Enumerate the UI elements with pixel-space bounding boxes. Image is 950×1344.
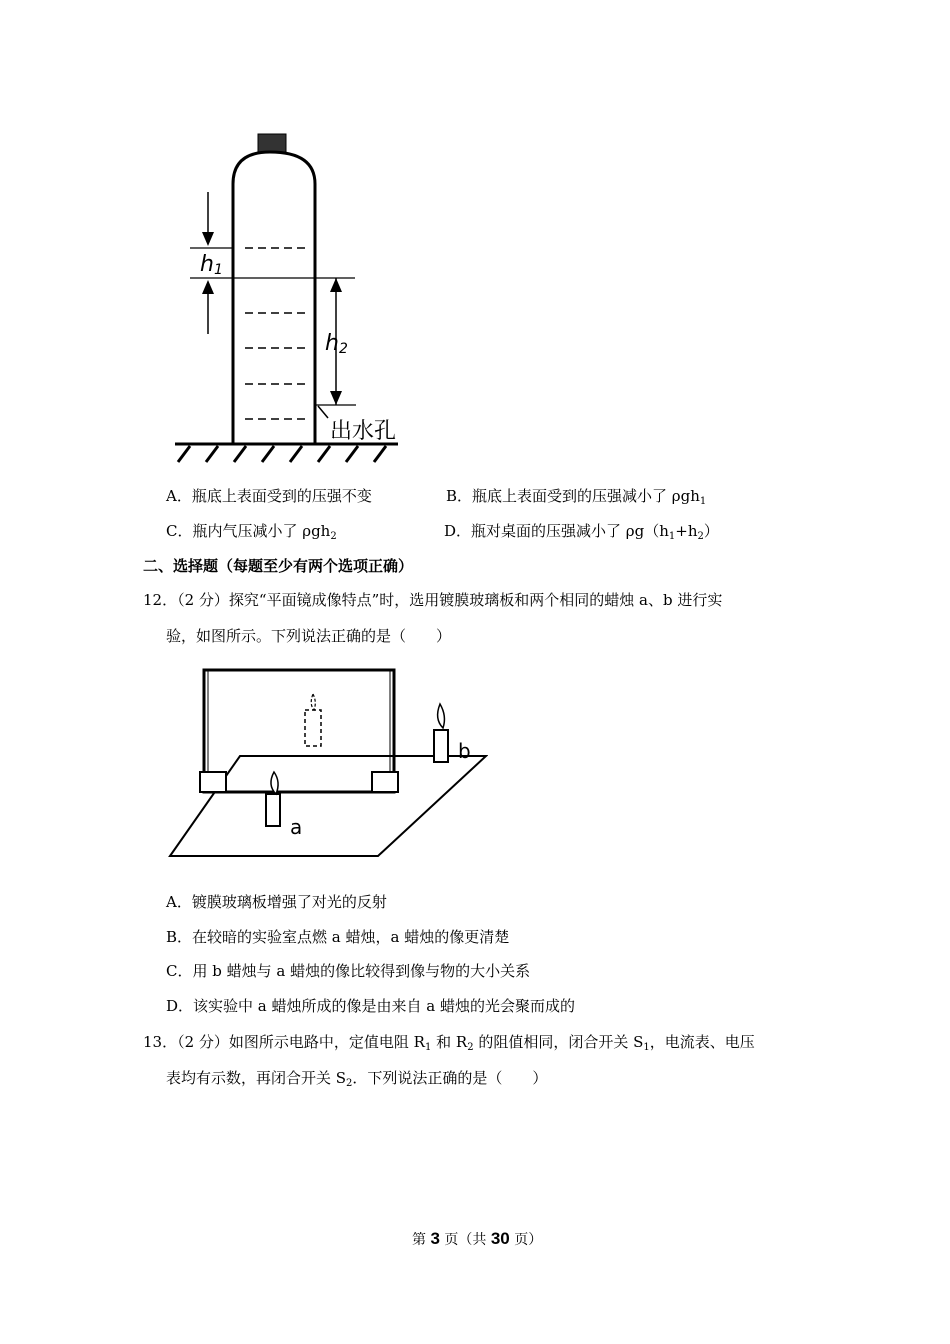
q12-stem-line2: 验，如图所示。下列说法正确的是（ ） [166,627,452,645]
up-arrow-icon [202,280,214,294]
glass-plate [204,670,394,792]
q12-stem-line1: 12．（2 分）探究“平面镜成像特点”时，选用镀膜玻璃板和两个相同的蜡烛 a、b 进行实 [143,591,723,609]
candle-a [266,794,280,826]
q12-option-c: C．用 b 蜡烛与 a 蜡烛的像比较得到像与物的大小关系 [166,962,531,980]
page-footer: 第 3 页（共 30 页） [412,1229,543,1248]
down-arrow-icon [202,232,214,246]
stand-left [200,772,226,792]
stand-right [372,772,398,792]
mirror-figure [168,664,488,860]
q11-option-b: B．瓶底上表面受到的压强减小了 ρgh$_1$ [446,487,707,507]
candle-b [434,730,448,762]
flame-icon [311,694,315,710]
q11-option-a: A．瓶底上表面受到的压强不变 [166,487,372,505]
candle-b-label: b [458,739,471,763]
flame-icon [438,704,445,728]
candle-image [305,710,321,746]
h1-label: h1 [200,252,223,278]
q11-option-d: D．瓶对桌面的压强减小了 $\rho g(h_1+h_2)$ [444,522,719,542]
q12-option-b: B．在较暗的实验室点燃 a 蜡烛，a 蜡烛的像更清楚 [166,928,510,946]
q12-option-a: A．镀膜玻璃板增强了对光的反射 [166,893,387,911]
page-total: 30 [490,1229,510,1248]
q12-option-d: D．该实验中 a 蜡烛所成的像是由来自 a 蜡烛的光会聚而成的 [166,997,575,1015]
section-title: 二、选择题（每题至少有两个选项正确） [143,557,414,575]
candle-a-label: a [290,815,303,839]
bottle-figure [170,128,410,468]
up-arrow-icon [330,278,342,292]
bottle-cap [258,134,286,152]
page-number: 3 [430,1229,440,1248]
h2-label: h2 [325,331,348,357]
q11-option-c: C．瓶内气压减小了 ρgh$_2$ [166,522,337,542]
q13-stem-line1: 13．（2 分）如图所示电路中，定值电阻 $R_1$ 和 $R_2$ 的阻值相同，闭合开关 $S_1$，电流表、电压 [143,1033,755,1053]
ground-hatch [178,446,386,462]
q13-stem-line2: 表均有示数，再闭合开关 $S_2$．下列说法正确的是（ ） [166,1069,548,1089]
outlet-label: 出水孔 [330,419,397,444]
bottle-body [233,152,315,444]
down-arrow-icon [330,391,342,405]
